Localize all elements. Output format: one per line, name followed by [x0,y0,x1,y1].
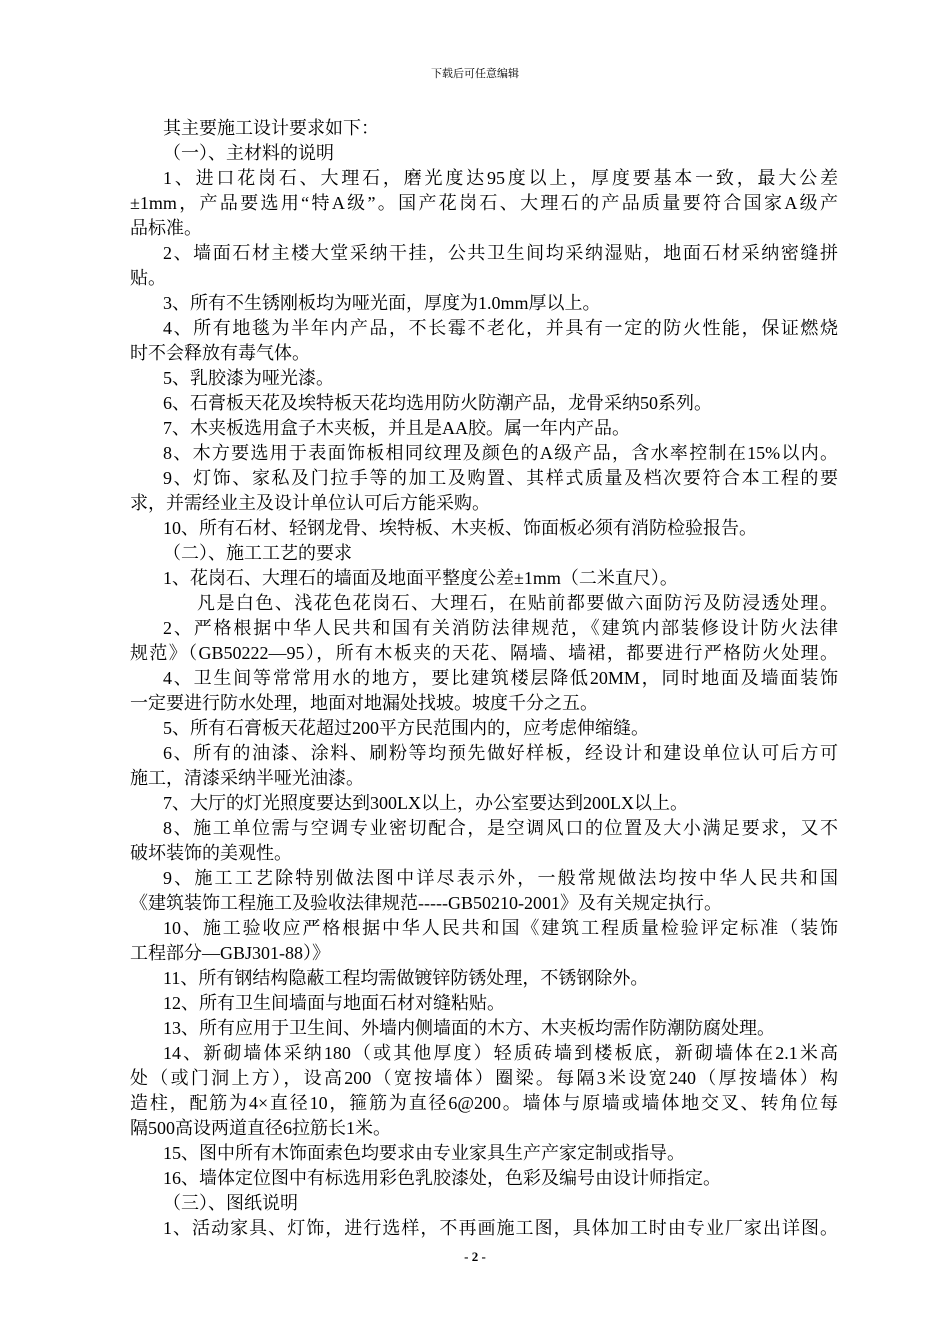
s1-item9-line1: 9、灯饰、家私及门拉手等的加工及购置、其样式质量及档次要符合本工程的要 [163,468,838,488]
s2-item6-line1: 6、所有的油漆、涂料、刷粉等均预先做好样板，经设计和建设单位认可后方可 [163,743,838,763]
section-1-title: （一）、主材料的说明 [163,143,334,163]
s1-item1-line2: ±1mm，产品要选用“特A级”。国产花岗石、大理石的产品质量要符合国家A级产 [130,193,838,213]
s2-item10-line2: 工程部分—GBJ301-88）》 [130,943,331,963]
s1-item1-line1: 1、进口花岗石、大理石，磨光度达95度以上，厚度要基本一致，最大公差 [163,168,838,188]
s2-note-line1: 凡是白色、浅花色花岗石、大理石，在贴前都要做六面防污及防浸透处理。 [197,593,838,613]
section-2-title: （二）、施工工艺的要求 [163,543,352,563]
s2-item5-line1: 5、所有石膏板天花超过200平方民范围内的，应考虑伸缩缝。 [163,718,649,738]
s2-item2-line1: 2、严格根据中华人民共和国有关消防法律规范，《建筑内部装修设计防火法律 [163,618,838,638]
s1-item8-line1: 8、木方要选用于表面饰板相同纹理及颜色的A级产品，含水率控制在15%以内。 [163,443,838,463]
s1-item4-line1: 4、所有地毯为半年内产品，不长霉不老化，并具有一定的防火性能，保证燃烧 [163,318,838,338]
s2-item2-line2: 规范》（GB50222—95），所有木板夹的天花、隔墙、墙裙，都要进行严格防火处理。 [130,643,838,663]
s2-item15-line1: 15、图中所有木饰面索色均要求由专业家具生产产家定制或指导。 [163,1143,685,1163]
section-3-title: （三）、图纸说明 [163,1193,298,1213]
s1-item2-line1: 2、墙面石材主楼大堂采纳干挂，公共卫生间均采纳湿贴，地面石材采纳密缝拼 [163,243,838,263]
s2-item16-line1: 16、墙体定位图中有标选用彩色乳胶漆处，色彩及编号由设计师指定。 [163,1168,721,1188]
s2-item14-line3: 造柱，配筋为4×直径10，箍筋为直径6@200。墙体与原墙或墙体地交叉、转角位每 [130,1093,838,1113]
s1-item1-line3: 品标准。 [130,218,202,238]
s1-item10-line1: 10、所有石材、轻钢龙骨、埃特板、木夹板、饰面板必须有消防检验报告。 [163,518,757,538]
s2-item14-line4: 隔500高设两道直径6拉筋长1米。 [130,1118,391,1138]
s2-item8-line2: 破坏装饰的美观性。 [130,843,292,863]
s3-item1-line1: 1、活动家具、灯饰，进行选样，不再画施工图，具体加工时由专业厂家出详图。 [163,1218,838,1238]
s2-item8-line1: 8、施工单位需与空调专业密切配合，是空调风口的位置及大小满足要求，又不 [163,818,838,838]
s2-item9-line1: 9、施工工艺除特别做法图中详尽表示外，一般常规做法均按中华人民共和国 [163,868,838,888]
s2-item4-line2: 一定要进行防水处理，地面对地漏处找坡。坡度千分之五。 [130,693,598,713]
s2-item6-line2: 施工，清漆采纳半哑光油漆。 [130,768,364,788]
s2-item12-line1: 12、所有卫生间墙面与地面石材对缝粘贴。 [163,993,505,1013]
s2-item11-line1: 11、所有钢结构隐蔽工程均需做镀锌防锈处理，不锈钢除外。 [163,968,649,988]
s2-item14-line1: 14、新砌墙体采纳180（或其他厚度）轻质砖墙到楼板底，新砌墙体在2.1米高 [163,1043,838,1063]
s1-item2-line2: 贴。 [130,268,166,288]
s2-item1-line1: 1、花岗石、大理石的墙面及地面平整度公差±1mm（二米直尺）。 [163,568,678,588]
s1-item9-line2: 求，并需经业主及设计单位认可后方能采购。 [130,493,490,513]
s1-item5-line1: 5、乳胶漆为哑光漆。 [163,368,334,388]
s2-item10-line1: 10、施工验收应严格根据中华人民共和国《建筑工程质量检验评定标准（装饰 [163,918,838,938]
s1-item3-line1: 3、所有不生锈刚板均为哑光面，厚度为1.0mm厚以上。 [163,293,601,313]
s1-item7-line1: 7、木夹板选用盒子木夹板，并且是AA胶。属一年内产品。 [163,418,630,438]
s1-item4-line2: 时不会释放有毒气体。 [130,343,310,363]
s2-item4-line1: 4、卫生间等常常用水的地方，要比建筑楼层降低20MM，同时地面及墙面装饰 [163,668,838,688]
s2-item13-line1: 13、所有应用于卫生间、外墙内侧墙面的木方、木夹板均需作防潮防腐处理。 [163,1018,775,1038]
header-note: 下载后可任意编辑 [431,68,519,80]
s2-item7-line1: 7、大厅的灯光照度要达到300LX以上，办公室要达到200LX以上。 [163,793,688,813]
intro-line: 其主要施工设计要求如下： [163,118,379,138]
s1-item6-line1: 6、石膏板天花及埃特板天花均选用防火防潮产品，龙骨采纳50系列。 [163,393,712,413]
page-number: - 2 - [464,1249,486,1264]
s2-item14-line2: 处（或门洞上方），设高200（宽按墙体）圈梁。每隔3米设宽240（厚按墙体）构 [130,1068,838,1088]
s2-item9-line2: 《建筑装饰工程施工及验收法律规范-----GB50210-2001》及有关规定执行。 [130,893,722,913]
document-body [130,116,838,1241]
